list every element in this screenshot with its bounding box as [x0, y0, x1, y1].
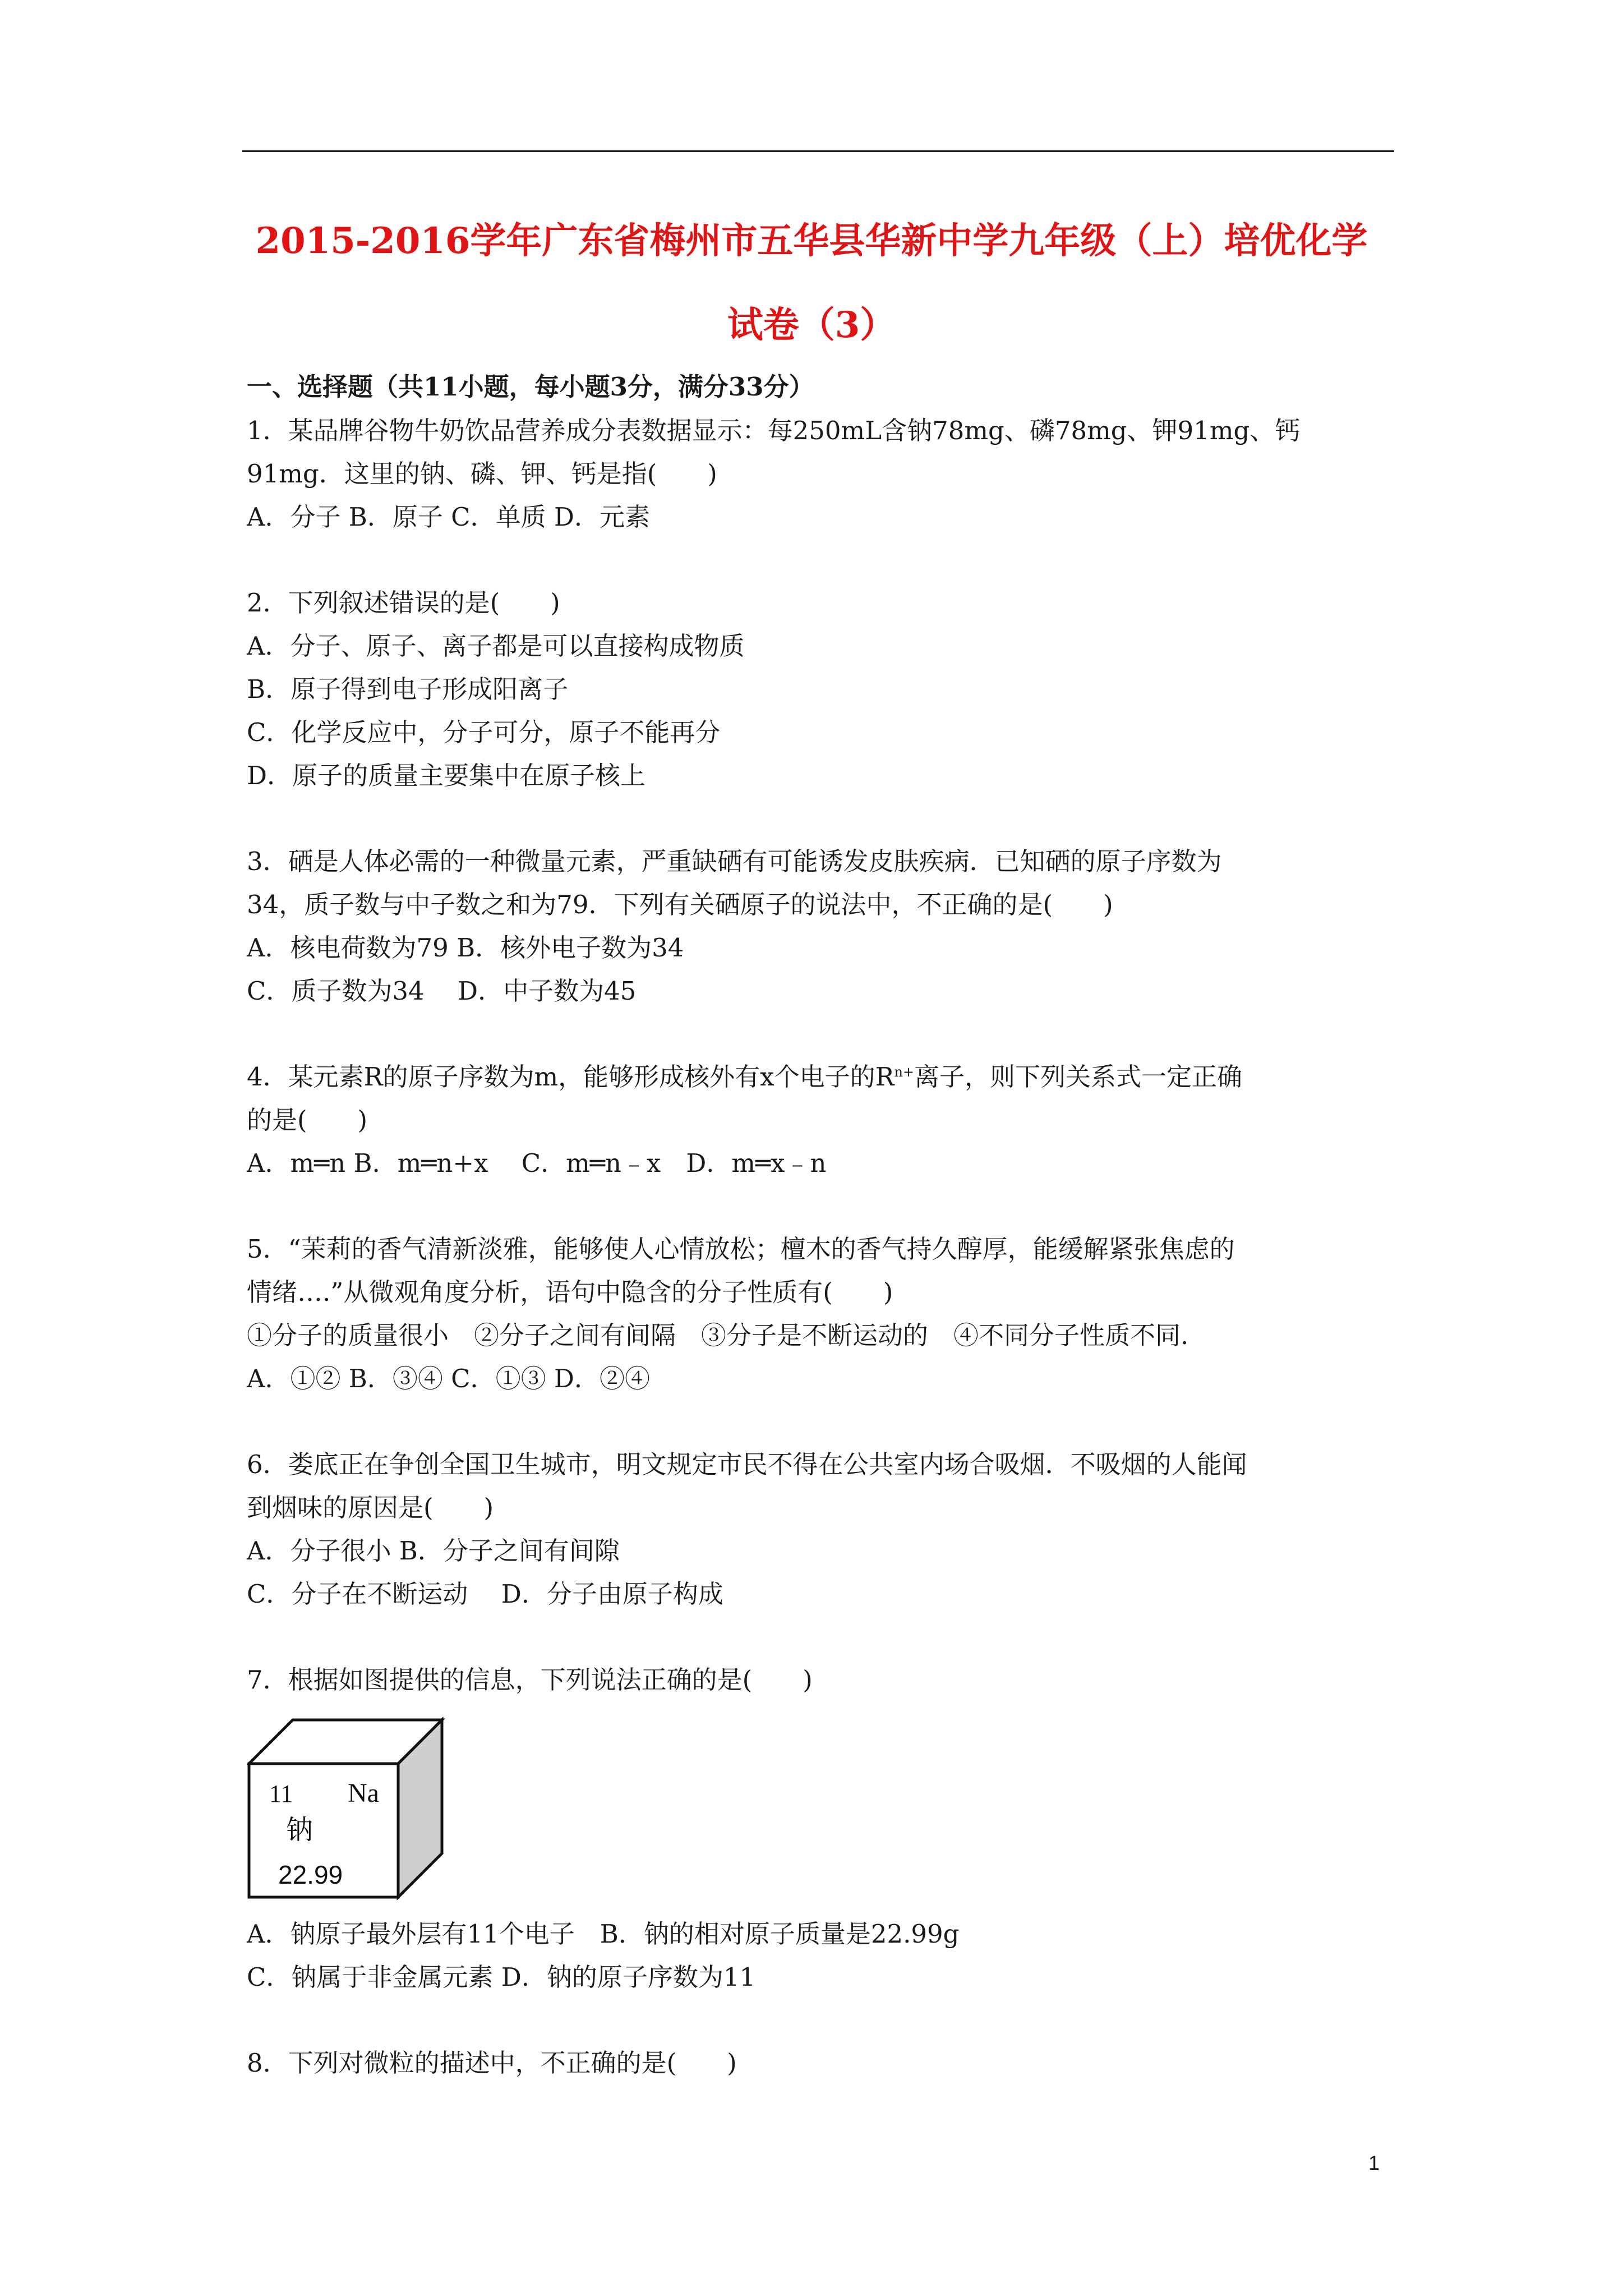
- q3-options-ab: A．核电荷数为79 B．核外电子数为34: [247, 933, 684, 963]
- q5-stem-line2: 情绪….”从微观角度分析，语句中隐含的分子性质有( ): [247, 1277, 893, 1307]
- q1-stem-line2: 91mg．这里的钠、磷、钾、钙是指( ): [247, 459, 717, 489]
- page-number: 1: [1368, 2151, 1380, 2174]
- atomic-number-label: 11: [269, 1780, 293, 1807]
- q7-stem: 7．根据如图提供的信息，下列说法正确的是( ): [247, 1665, 813, 1695]
- q4-stem-part-a: 4．某元素R的原子序数为m，能够形成核外有x个电子的R: [247, 1062, 895, 1092]
- q2-option-a: A．分子、原子、离子都是可以直接构成物质: [247, 631, 745, 661]
- q3-options-cd: C．质子数为34 D．中子数为45: [247, 976, 637, 1006]
- document-title-line1: 2015-2016学年广东省梅州市五华县华新中学九年级（上）培优化学: [255, 220, 1368, 262]
- q4-stem-line2: 的是( ): [247, 1105, 368, 1135]
- q5-options: A．①② B．③④ C．①③ D．②④: [247, 1364, 650, 1393]
- q5-statements: ①分子的质量很小 ②分子之间有间隔 ③分子是不断运动的 ④不同分子性质不同.: [247, 1320, 1189, 1350]
- q6-stem-line1: 6．娄底正在争创全国卫生城市，明文规定市民不得在公共室内场合吸烟．不吸烟的人能闻: [247, 1450, 1247, 1479]
- q6-options-ab: A．分子很小 B．分子之间有间隙: [247, 1536, 620, 1566]
- document-title-line2: 试卷（3）: [727, 304, 896, 346]
- q7-options-ab: A．钠原子最外层有11个电子 B．钠的相对原子质量是22.99g: [247, 1919, 960, 1949]
- q7-options-cd: C．钠属于非金属元素 D．钠的原子序数为11: [247, 1962, 756, 1992]
- q1-stem-line1: 1．某品牌谷物牛奶饮品营养成分表数据显示：每250mL含钠78mg、磷78mg、钾91mg、钙: [247, 416, 1301, 445]
- q6-stem-line2: 到烟味的原因是( ): [247, 1493, 494, 1522]
- q4-stem-line1: [247, 1060, 1242, 1094]
- q4-charge-superscript: n+: [894, 1064, 915, 1080]
- q3-stem-line2: 34，质子数与中子数之和为79．下列有关硒原子的说法中，不正确的是( ): [247, 890, 1113, 919]
- q4-stem-part-b: 离子，则下列关系式一定正确: [914, 1062, 1243, 1092]
- atomic-mass-label: 22.99: [278, 1860, 343, 1889]
- q2-option-b: B．原子得到电子形成阳离子: [247, 674, 569, 704]
- header-rule: [242, 150, 1394, 152]
- q1-options: A．分子 B．原子 C．单质 D．元素: [247, 502, 650, 532]
- element-name-label: 钠: [286, 1814, 313, 1846]
- q3-stem-line1: 3．硒是人体必需的一种微量元素，严重缺硒有可能诱发皮肤疾病．已知硒的原子序数为: [247, 846, 1222, 876]
- section-heading: 一、选择题（共11小题，每小题3分，满分33分）: [247, 372, 814, 402]
- q2-option-d: D．原子的质量主要集中在原子核上: [247, 761, 646, 790]
- q5-stem-line1: 5．“茉莉的香气清新淡雅，能够使人心情放松；檀木的香气持久醇厚，能缓解紧张焦虑的: [247, 1234, 1235, 1264]
- q2-option-c: C．化学反应中，分子可分，原子不能再分: [247, 717, 721, 747]
- q6-options-cd: C．分子在不断运动 D．分子由原子构成: [247, 1579, 723, 1609]
- q8-stem: 8．下列对微粒的描述中，不正确的是( ): [247, 2048, 737, 2078]
- q4-options: A．m═n B．m═n+x C．m═n﹣x D．m═x﹣n: [247, 1148, 827, 1178]
- element-symbol-label: Na: [348, 1778, 379, 1808]
- sodium-element-tile-figure: [247, 1717, 449, 1902]
- q2-stem: 2．下列叙述错误的是( ): [247, 588, 560, 618]
